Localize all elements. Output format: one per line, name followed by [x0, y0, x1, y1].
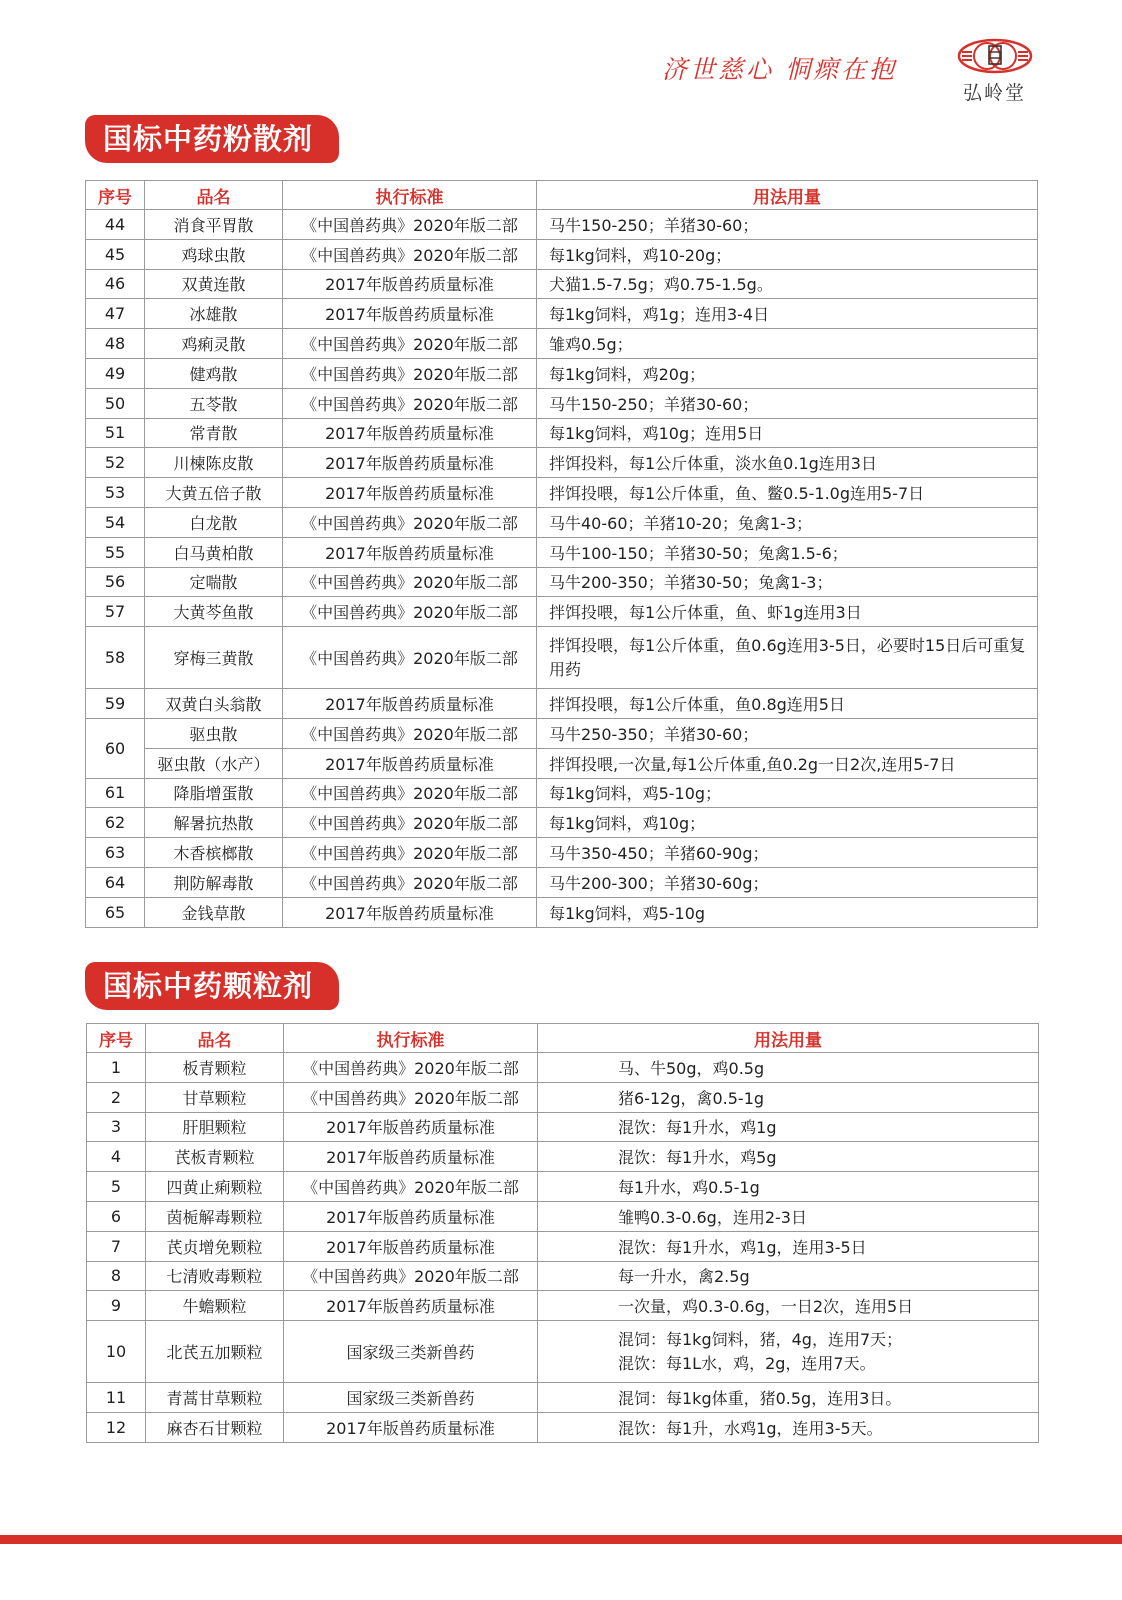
row-number: 59	[86, 689, 145, 719]
standard: 《中国兽药典》2020年版二部	[284, 1053, 538, 1083]
row-number: 45	[86, 239, 145, 269]
table-row	[86, 448, 1038, 478]
standard: 《中国兽药典》2020年版二部	[283, 567, 537, 597]
row-number: 64	[86, 867, 145, 897]
product-name: 白马黄柏散	[145, 537, 283, 567]
table-row	[86, 299, 1038, 329]
table-row	[87, 1231, 1039, 1261]
row-number: 51	[86, 418, 145, 448]
usage: 每一升水，禽2.5g	[538, 1261, 1039, 1291]
product-name: 健鸡散	[145, 358, 283, 388]
row-number: 65	[86, 897, 145, 927]
usage: 每1升水，鸡0.5-1g	[538, 1172, 1039, 1202]
product-name: 木香槟榔散	[145, 838, 283, 868]
row-number: 6	[87, 1201, 146, 1231]
product-name: 金钱草散	[145, 897, 283, 927]
usage: 拌饵投喂,一次量,每1公斤体重,鱼0.2g一日2次,连用5-7日	[537, 748, 1038, 778]
standard: 2017年版兽药质量标准	[283, 537, 537, 567]
standard: 2017年版兽药质量标准	[283, 418, 537, 448]
product-name: 双黄连散	[145, 269, 283, 299]
product-name: 麻杏石甘颗粒	[146, 1412, 284, 1442]
standard: 《中国兽药典》2020年版二部	[283, 838, 537, 868]
product-name: 茵栀解毒颗粒	[146, 1201, 284, 1231]
standard: 《中国兽药典》2020年版二部	[283, 627, 537, 689]
table-row	[86, 507, 1038, 537]
standard: 《中国兽药典》2020年版二部	[283, 808, 537, 838]
product-name: 甘草颗粒	[146, 1082, 284, 1112]
usage: 混饮：每1升水，鸡5g	[538, 1142, 1039, 1172]
standard: 2017年版兽药质量标准	[283, 299, 537, 329]
product-name: 解暑抗热散	[145, 808, 283, 838]
table-row	[87, 1053, 1039, 1083]
row-number: 7	[87, 1231, 146, 1261]
standard: 2017年版兽药质量标准	[283, 448, 537, 478]
usage: 拌饵投喂，每1公斤体重，鱼0.6g连用3-5日，必要时15日后可重复用药	[537, 627, 1038, 689]
product-name: 芪板青颗粒	[146, 1142, 284, 1172]
standard: 2017年版兽药质量标准	[283, 478, 537, 508]
usage: 混饮：每1升水，鸡1g	[538, 1112, 1039, 1142]
table-row	[86, 897, 1038, 927]
usage: 马、牛50g，鸡0.5g	[538, 1053, 1039, 1083]
row-number: 2	[87, 1082, 146, 1112]
standard: 《中国兽药典》2020年版二部	[283, 778, 537, 808]
row-number: 53	[86, 478, 145, 508]
table-row	[87, 1201, 1039, 1231]
product-name: 定喘散	[145, 567, 283, 597]
usage: 拌饵投料，每1公斤体重，淡水鱼0.1g连用3日	[537, 448, 1038, 478]
standard: 《中国兽药典》2020年版二部	[283, 329, 537, 359]
row-number: 62	[86, 808, 145, 838]
row-number: 55	[86, 537, 145, 567]
column-header-standard: 执行标准	[284, 1024, 538, 1053]
usage: 每1kg饲料，鸡5-10g	[537, 897, 1038, 927]
usage: 马牛150-250；羊猪30-60；	[537, 210, 1038, 240]
powder-table	[85, 180, 1038, 928]
table-row	[86, 478, 1038, 508]
column-header-name: 品名	[145, 181, 283, 210]
usage: 拌饵投喂，每1公斤体重，鱼、虾1g连用3日	[537, 597, 1038, 627]
product-name: 肝胆颗粒	[146, 1112, 284, 1142]
product-name: 常青散	[145, 418, 283, 448]
table-row	[86, 718, 1038, 748]
row-number: 12	[87, 1412, 146, 1442]
table-row	[86, 210, 1038, 240]
product-name: 大黄五倍子散	[145, 478, 283, 508]
standard: 《中国兽药典》2020年版二部	[283, 239, 537, 269]
standard: 2017年版兽药质量标准	[284, 1412, 538, 1442]
usage: 每1kg饲料，鸡5-10g；	[537, 778, 1038, 808]
usage: 雏鸡0.5g；	[537, 329, 1038, 359]
product-name: 白龙散	[145, 507, 283, 537]
slogan-text: 济世慈心 恫瘝在抱	[662, 55, 897, 84]
row-number: 9	[87, 1291, 146, 1321]
usage: 马牛200-350；羊猪30-50；兔禽1-3；	[537, 567, 1038, 597]
usage: 一次量，鸡0.3-0.6g，一日2次，连用5日	[538, 1291, 1039, 1321]
standard: 2017年版兽药质量标准	[283, 748, 537, 778]
product-name: 消食平胃散	[145, 210, 283, 240]
row-number: 8	[87, 1261, 146, 1291]
usage: 每1kg饲料，鸡10g；	[537, 808, 1038, 838]
usage: 犬猫1.5-7.5g；鸡0.75-1.5g。	[537, 269, 1038, 299]
product-name: 芪贞增免颗粒	[146, 1231, 284, 1261]
table-row	[86, 778, 1038, 808]
table-row	[86, 269, 1038, 299]
row-number: 56	[86, 567, 145, 597]
column-header-usage: 用法用量	[537, 181, 1038, 210]
standard: 2017年版兽药质量标准	[284, 1142, 538, 1172]
table-row	[87, 1172, 1039, 1202]
table-row	[87, 1291, 1039, 1321]
table-row	[86, 748, 1038, 778]
standard: 《中国兽药典》2020年版二部	[284, 1261, 538, 1291]
usage-line: 混饲：每1kg饲料，猪，4g，连用7天；	[618, 1329, 903, 1349]
standard: 《中国兽药典》2020年版二部	[283, 507, 537, 537]
table-row	[86, 537, 1038, 567]
standard: 《中国兽药典》2020年版二部	[284, 1172, 538, 1202]
product-name: 驱虫散（水产）	[145, 748, 283, 778]
usage: 猪6-12g，禽0.5-1g	[538, 1082, 1039, 1112]
granule-table	[86, 1023, 1039, 1443]
product-name: 牛蟾颗粒	[146, 1291, 284, 1321]
table-row	[86, 867, 1038, 897]
usage: 马牛250-350；羊猪30-60；	[537, 718, 1038, 748]
column-header-usage: 用法用量	[538, 1024, 1039, 1053]
row-number: 4	[87, 1142, 146, 1172]
standard: 国家级三类新兽药	[284, 1383, 538, 1413]
brand-name: 弘岭堂	[963, 82, 1027, 104]
row-number: 5	[87, 1172, 146, 1202]
column-header-no: 序号	[87, 1024, 146, 1053]
table-row	[86, 567, 1038, 597]
usage: 马牛350-450；羊猪60-90g；	[537, 838, 1038, 868]
product-name: 鸡球虫散	[145, 239, 283, 269]
standard: 《中国兽药典》2020年版二部	[283, 867, 537, 897]
row-number: 11	[87, 1383, 146, 1413]
row-number: 3	[87, 1112, 146, 1142]
usage: 每1kg饲料，鸡10-20g；	[537, 239, 1038, 269]
row-number: 1	[87, 1053, 146, 1083]
product-name: 大黄芩鱼散	[145, 597, 283, 627]
usage: 马牛150-250；羊猪30-60；	[537, 388, 1038, 418]
product-name: 冰雄散	[145, 299, 283, 329]
table-row	[86, 329, 1038, 359]
product-name: 驱虫散	[145, 718, 283, 748]
usage: 每1kg饲料，鸡1g；连用3-4日	[537, 299, 1038, 329]
product-name: 板青颗粒	[146, 1053, 284, 1083]
table-row	[86, 689, 1038, 719]
standard: 《中国兽药典》2020年版二部	[284, 1082, 538, 1112]
usage: 混饲：每1kg体重，猪0.5g，连用3日。	[538, 1383, 1039, 1413]
table-row	[86, 239, 1038, 269]
footer-bar	[0, 1535, 1122, 1544]
standard: 2017年版兽药质量标准	[284, 1112, 538, 1142]
row-number: 57	[86, 597, 145, 627]
standard: 《中国兽药典》2020年版二部	[283, 210, 537, 240]
row-number: 63	[86, 838, 145, 868]
section-title-granule: 国标中药颗粒剂	[85, 962, 339, 1010]
product-name: 七清败毒颗粒	[146, 1261, 284, 1291]
standard: 国家级三类新兽药	[284, 1321, 538, 1383]
row-number: 44	[86, 210, 145, 240]
usage: 每1kg饲料，鸡20g；	[537, 358, 1038, 388]
table-row	[86, 358, 1038, 388]
column-header-standard: 执行标准	[283, 181, 537, 210]
standard: 《中国兽药典》2020年版二部	[283, 718, 537, 748]
table-header-row	[87, 1024, 1039, 1053]
section-title-powder: 国标中药粉散剂	[85, 115, 339, 163]
row-number: 48	[86, 329, 145, 359]
standard: 2017年版兽药质量标准	[284, 1231, 538, 1261]
column-header-no: 序号	[86, 181, 145, 210]
usage: 马牛40-60；羊猪10-20；兔禽1-3；	[537, 507, 1038, 537]
usage	[538, 1321, 1039, 1383]
row-number: 10	[87, 1321, 146, 1383]
product-name: 北芪五加颗粒	[146, 1321, 284, 1383]
usage: 雏鸭0.3-0.6g，连用2-3日	[538, 1201, 1039, 1231]
product-name: 四黄止痢颗粒	[146, 1172, 284, 1202]
usage: 拌饵投喂，每1公斤体重，鱼、鳖0.5-1.0g连用5-7日	[537, 478, 1038, 508]
table-row	[86, 388, 1038, 418]
table-row	[86, 418, 1038, 448]
usage: 拌饵投喂，每1公斤体重，鱼0.8g连用5日	[537, 689, 1038, 719]
table-row	[87, 1082, 1039, 1112]
usage: 每1kg饲料，鸡10g；连用5日	[537, 418, 1038, 448]
product-name: 双黄白头翁散	[145, 689, 283, 719]
table-row	[86, 808, 1038, 838]
table-row	[87, 1383, 1039, 1413]
product-name: 穿梅三黄散	[145, 627, 283, 689]
usage: 混饮：每1升，水鸡1g，连用3-5天。	[538, 1412, 1039, 1442]
usage-line: 混饮：每1L水，鸡，2g，连用7天。	[618, 1353, 876, 1373]
table-row	[86, 597, 1038, 627]
table-row	[87, 1261, 1039, 1291]
usage: 马牛200-300；羊猪30-60g；	[537, 867, 1038, 897]
row-number: 54	[86, 507, 145, 537]
standard: 2017年版兽药质量标准	[283, 269, 537, 299]
product-name: 鸡痢灵散	[145, 329, 283, 359]
row-number: 47	[86, 299, 145, 329]
row-number: 58	[86, 627, 145, 689]
product-name: 川楝陈皮散	[145, 448, 283, 478]
product-name: 青蒿甘草颗粒	[146, 1383, 284, 1413]
table-row	[87, 1412, 1039, 1442]
table-row	[86, 627, 1038, 689]
usage: 马牛100-150；羊猪30-50；兔禽1.5-6；	[537, 537, 1038, 567]
standard: 2017年版兽药质量标准	[283, 897, 537, 927]
table-row	[87, 1142, 1039, 1172]
standard: 2017年版兽药质量标准	[284, 1291, 538, 1321]
standard: 2017年版兽药质量标准	[283, 689, 537, 719]
standard: 《中国兽药典》2020年版二部	[283, 358, 537, 388]
row-number: 52	[86, 448, 145, 478]
row-number: 46	[86, 269, 145, 299]
table-row	[86, 838, 1038, 868]
standard: 《中国兽药典》2020年版二部	[283, 597, 537, 627]
standard: 2017年版兽药质量标准	[284, 1201, 538, 1231]
row-number: 50	[86, 388, 145, 418]
product-name: 五苓散	[145, 388, 283, 418]
table-row	[87, 1321, 1039, 1383]
standard: 《中国兽药典》2020年版二部	[283, 388, 537, 418]
column-header-name: 品名	[146, 1024, 284, 1053]
row-number: 61	[86, 778, 145, 808]
product-name: 降脂增蛋散	[145, 778, 283, 808]
product-name: 荆防解毒散	[145, 867, 283, 897]
usage: 混饮：每1升水，鸡1g，连用3-5日	[538, 1231, 1039, 1261]
row-number: 60	[86, 718, 145, 778]
row-number: 49	[86, 358, 145, 388]
table-row	[87, 1112, 1039, 1142]
table-header-row	[86, 181, 1038, 210]
